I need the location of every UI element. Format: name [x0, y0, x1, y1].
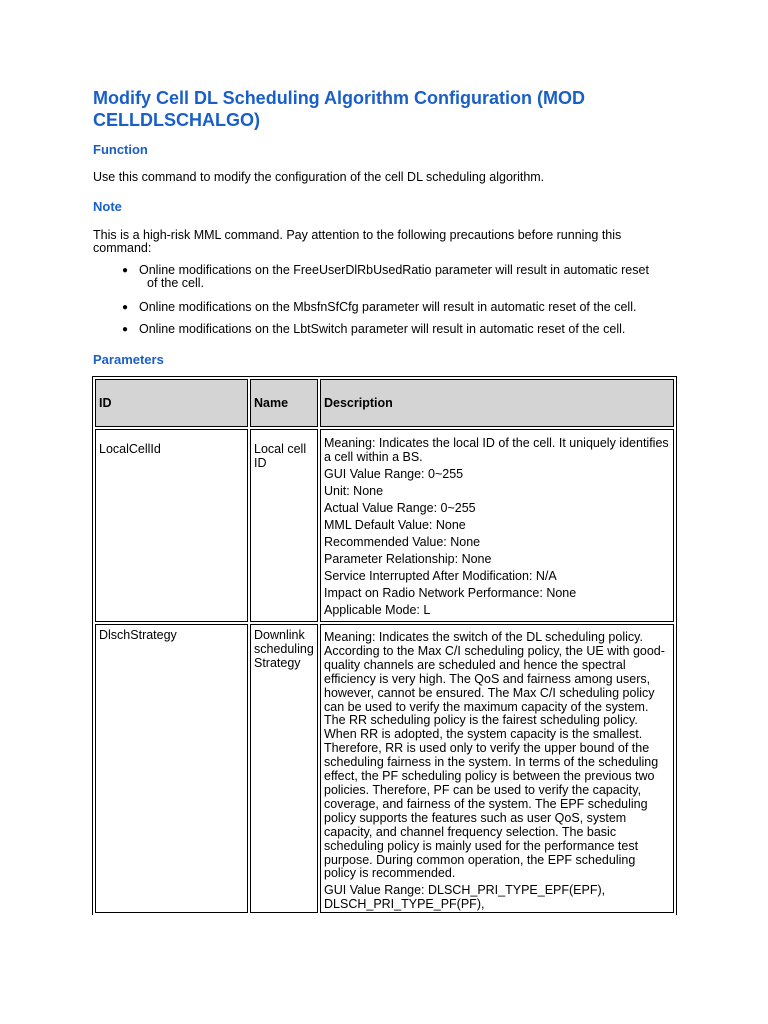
param-meaning: Meaning: Indicates the switch of the DL scheduling policy. According to the Max C/I scheduling policy, the UE with good-quality channels are scheduled and hence the spectral efficiency is very high. The QoS and fairness among users, however, cannot be ensured. The Max C/I scheduling policy can be used to verify the maximum capacity of the system. The RR scheduling policy is the fairest scheduling policy. When RR is adopted, the system capacity is the smallest. Therefore, RR is used only to verify the upper bound of the scheduling fairness in the system. In terms of the scheduling effect, the PF scheduling policy is between the previous two policies. Therefore, PF can be used to verify the capacity, coverage, and fairness of the system. The EPF scheduling policy supports the features such as user QoS, system capacity, and channel frequency selection. The basic scheduling policy is mainly used for the performance test purpose. During common operation, the EPF scheduling policy is recommended.	[324, 630, 665, 881]
param-detail: GUI Value Range: 0~255	[324, 467, 464, 481]
column-header-description: Description	[320, 379, 674, 427]
param-detail: Parameter Relationship: None	[324, 552, 492, 566]
param-name: Downlink scheduling Strategy	[250, 624, 318, 913]
param-meaning: Meaning: Indicates the local ID of the cell. It uniquely identifies a cell within a BS.	[324, 436, 669, 464]
param-detail: Applicable Mode: L	[324, 603, 431, 617]
bullet-icon: ●	[122, 265, 129, 276]
page-title: Modify Cell DL Scheduling Algorithm Configuration (MOD CELLDLSCHALGO)	[93, 88, 585, 130]
param-detail: GUI Value Range: DLSCH_PRI_TYPE_EPF(EPF), DLSCH_PRI_TYPE_PF(PF),	[324, 883, 606, 912]
table-header-row	[95, 379, 674, 427]
column-header-id: ID	[95, 379, 248, 427]
param-detail: Recommended Value: None	[324, 535, 481, 549]
note-heading: Note	[93, 199, 122, 214]
note-item-line2: of the cell.	[147, 276, 204, 290]
param-id: DlschStrategy	[95, 624, 248, 913]
bullet-icon: ●	[122, 302, 129, 313]
param-id: LocalCellId	[95, 429, 248, 622]
param-detail: Service Interrupted After Modification: N/A	[324, 569, 557, 583]
column-header-name: Name	[250, 379, 318, 427]
note-item-line1: Online modifications on the FreeUserDlRbUsedRatio parameter will result in automatic reset	[139, 263, 649, 277]
parameters-heading: Parameters	[93, 352, 164, 367]
note-text: This is a high-risk MML command. Pay attention to the following precautions before running this command:	[93, 228, 622, 255]
bullet-icon: ●	[122, 324, 129, 335]
note-item	[93, 264, 673, 294]
table-row	[95, 624, 674, 913]
note-list	[93, 264, 673, 337]
parameters-table	[92, 376, 677, 915]
note-item-line1: Online modifications on the MbsfnSfCfg parameter will result in automatic reset of the cell.	[139, 300, 637, 314]
note-item	[93, 301, 673, 315]
param-detail: Impact on Radio Network Performance: None	[324, 586, 577, 600]
note-item	[93, 323, 673, 337]
function-text: Use this command to modify the configuration of the cell DL scheduling algorithm.	[93, 170, 545, 184]
param-detail: Unit: None	[324, 484, 384, 498]
table-row	[95, 429, 674, 622]
note-item-line1: Online modifications on the LbtSwitch parameter will result in automatic reset of the cell.	[139, 322, 626, 336]
param-name: Local cell ID	[250, 429, 318, 622]
function-heading: Function	[93, 142, 148, 157]
param-description	[320, 429, 674, 622]
param-detail: MML Default Value: None	[324, 518, 466, 532]
param-detail: Actual Value Range: 0~255	[324, 501, 476, 515]
param-description	[320, 624, 674, 913]
